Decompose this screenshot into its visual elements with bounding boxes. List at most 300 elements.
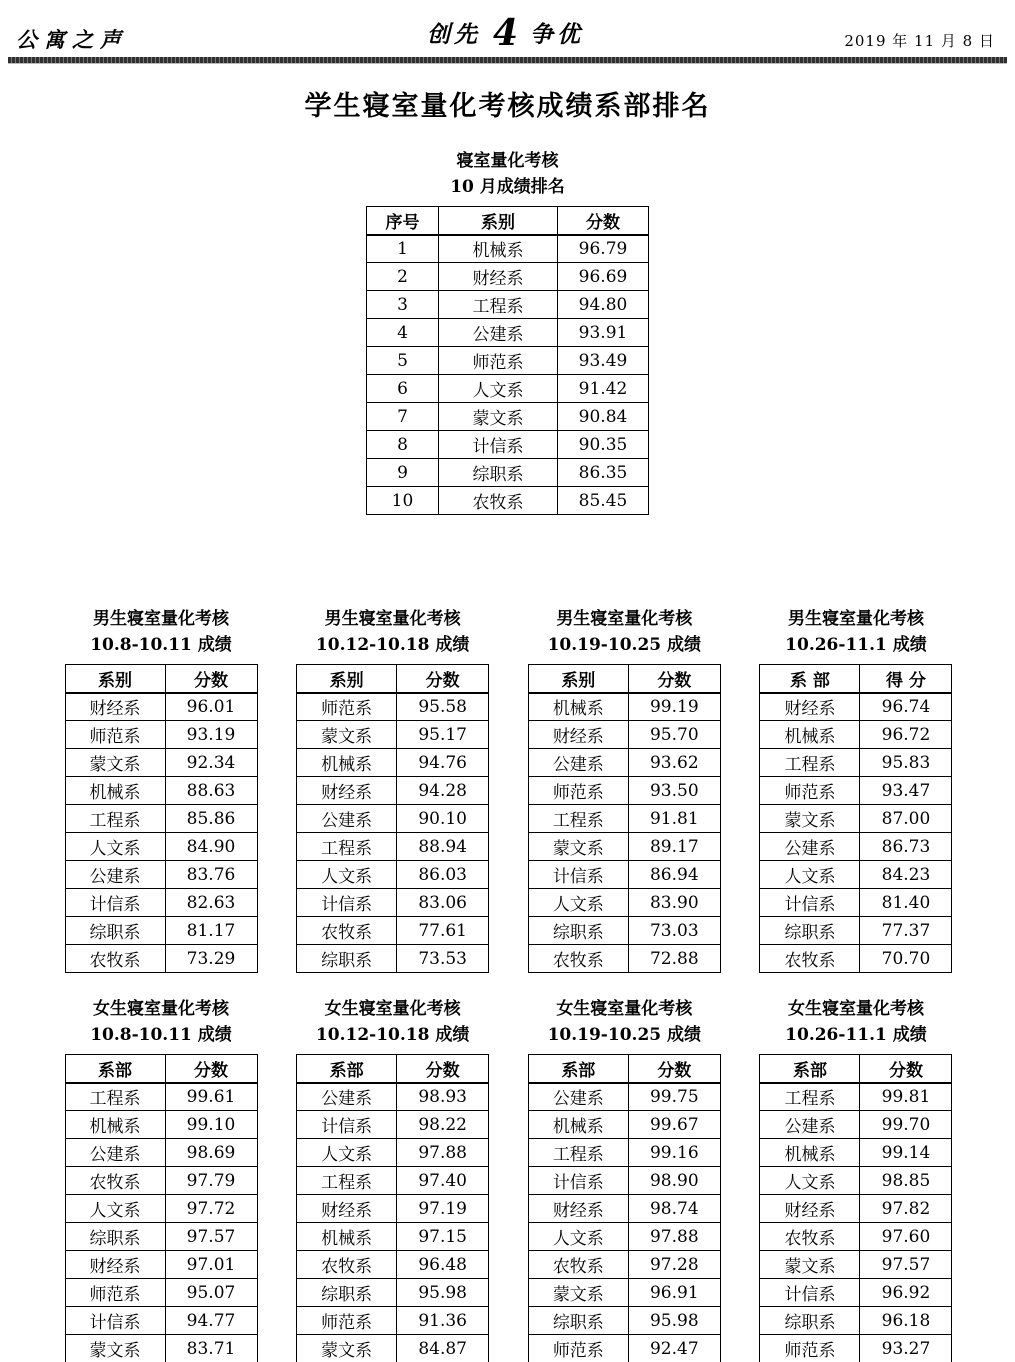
table-cell: 96.72 (860, 721, 952, 749)
table-cell: 人文系 (528, 1223, 628, 1251)
table-row (760, 1111, 952, 1139)
female-week1-table (65, 1054, 258, 1362)
table-cell: 计信系 (65, 889, 165, 917)
monthly-caption-line2: 10 月成绩排名 (450, 176, 565, 197)
table-cell: 农牧系 (760, 945, 860, 973)
table-cell: 师范系 (439, 347, 558, 375)
table-cell: 90.35 (558, 431, 649, 459)
table-cell: 综职系 (528, 917, 628, 945)
table-cell: 93.91 (558, 319, 649, 347)
table-cell: 93.27 (860, 1335, 952, 1362)
column-header: 系部 (760, 1055, 860, 1083)
table-cell: 财经系 (760, 1195, 860, 1223)
column-header: 分数 (165, 1055, 257, 1083)
table-cell: 7 (367, 403, 439, 431)
table-row (297, 1223, 489, 1251)
column-header: 得 分 (860, 665, 952, 693)
table-row (760, 833, 952, 861)
table-cell: 98.22 (397, 1111, 489, 1139)
table-cell: 公建系 (439, 319, 558, 347)
table-cell: 农牧系 (65, 1167, 165, 1195)
table-row (65, 1307, 257, 1335)
table-cell: 蒙文系 (297, 1335, 397, 1362)
table-cell: 财经系 (528, 1195, 628, 1223)
table-row (65, 1083, 257, 1111)
table-cell: 师范系 (65, 1279, 165, 1307)
table-row (760, 1335, 952, 1362)
table-cell: 公建系 (760, 833, 860, 861)
monthly-ranking-section (0, 149, 1015, 515)
table-row (528, 917, 720, 945)
caption-line: 男生寝室量化考核 (93, 609, 229, 629)
table-cell: 92.47 (628, 1335, 720, 1362)
table-cell: 蒙文系 (439, 403, 558, 431)
table-cell: 人文系 (65, 833, 165, 861)
table-row (760, 917, 952, 945)
table-cell: 94.80 (558, 291, 649, 319)
table-row (65, 805, 257, 833)
column-header: 分数 (860, 1055, 952, 1083)
male-week2-section (296, 607, 490, 973)
table-row (297, 1307, 489, 1335)
table-row (65, 917, 257, 945)
header-row (760, 1055, 952, 1083)
table-cell: 97.82 (860, 1195, 952, 1223)
male-week2-caption (296, 607, 490, 658)
table-cell: 蒙文系 (297, 721, 397, 749)
table-cell: 97.79 (165, 1167, 257, 1195)
table-cell: 93.50 (628, 777, 720, 805)
table-cell: 95.98 (628, 1307, 720, 1335)
table-cell: 综职系 (439, 459, 558, 487)
table-cell: 92.34 (165, 749, 257, 777)
table-cell: 公建系 (65, 1139, 165, 1167)
male-week2-table (296, 664, 489, 973)
table-row (65, 1279, 257, 1307)
table-cell: 81.17 (165, 917, 257, 945)
table-cell: 10 (367, 487, 439, 515)
table-cell: 财经系 (528, 721, 628, 749)
table-row (65, 1335, 257, 1362)
table-cell: 2 (367, 263, 439, 291)
table-row (297, 1083, 489, 1111)
table-row (528, 1251, 720, 1279)
caption-line: 10.26-11.1 成绩 (785, 1024, 927, 1045)
table-cell: 机械系 (65, 1111, 165, 1139)
caption-line: 女生寝室量化考核 (556, 999, 693, 1019)
table-cell: 99.14 (860, 1139, 952, 1167)
female-week2-caption (296, 997, 490, 1048)
table-row (297, 1167, 489, 1195)
table-cell: 99.67 (628, 1111, 720, 1139)
table-cell: 工程系 (528, 1139, 628, 1167)
masthead-title: 公寓之声 (16, 27, 128, 52)
table-cell: 计信系 (760, 889, 860, 917)
table-cell: 综职系 (528, 1307, 628, 1335)
table-cell: 蒙文系 (760, 805, 860, 833)
table-cell: 97.15 (397, 1223, 489, 1251)
male-week1-table (65, 664, 258, 973)
table-cell: 机械系 (297, 749, 397, 777)
table-cell: 蒙文系 (528, 833, 628, 861)
table-cell: 农牧系 (297, 917, 397, 945)
table-cell: 农牧系 (297, 1251, 397, 1279)
table-cell: 73.29 (165, 945, 257, 973)
table-row (760, 749, 952, 777)
column-header: 系部 (65, 1055, 165, 1083)
column-header: 系别 (297, 665, 397, 693)
table-row (297, 861, 489, 889)
table-cell: 工程系 (65, 1083, 165, 1111)
column-header: 分数 (628, 1055, 720, 1083)
column-header: 系别 (439, 207, 558, 235)
table-cell: 98.90 (628, 1167, 720, 1195)
table-cell: 89.17 (628, 833, 720, 861)
table-row (528, 1335, 720, 1362)
table-cell: 86.94 (628, 861, 720, 889)
table-cell: 97.40 (397, 1167, 489, 1195)
table-cell: 93.49 (558, 347, 649, 375)
slogan-right-text: 争优 (530, 21, 585, 48)
column-header: 系别 (528, 665, 628, 693)
table-cell: 计信系 (65, 1307, 165, 1335)
table-cell: 98.69 (165, 1139, 257, 1167)
table-cell: 计信系 (439, 431, 558, 459)
table-row (367, 459, 649, 487)
table-cell: 96.74 (860, 693, 952, 721)
table-row (297, 1279, 489, 1307)
page-title: 学生寝室量化考核成绩系部排名 (304, 91, 711, 122)
table-row (367, 375, 649, 403)
table-row (760, 1167, 952, 1195)
table-cell: 94.76 (397, 749, 489, 777)
table-cell: 73.53 (397, 945, 489, 973)
table-cell: 93.47 (860, 777, 952, 805)
header-row (65, 665, 257, 693)
table-cell: 工程系 (760, 1083, 860, 1111)
table-cell: 77.37 (860, 917, 952, 945)
page-number: 4 (492, 12, 519, 54)
table-row (528, 833, 720, 861)
table-cell: 96.92 (860, 1279, 952, 1307)
table-cell: 93.19 (165, 721, 257, 749)
table-row (297, 1139, 489, 1167)
table-cell: 97.19 (397, 1195, 489, 1223)
table-cell: 机械系 (760, 1139, 860, 1167)
male-weekly-tables-row (0, 607, 1015, 973)
caption-line: 10.12-10.18 成绩 (315, 1024, 470, 1045)
table-cell: 87.00 (860, 805, 952, 833)
table-cell: 93.62 (628, 749, 720, 777)
header-row (65, 1055, 257, 1083)
table-row (297, 833, 489, 861)
table-cell: 95.98 (397, 1279, 489, 1307)
female-week1-section (64, 997, 258, 1362)
table-cell: 98.74 (628, 1195, 720, 1223)
male-week3-table (528, 664, 721, 973)
monthly-table-caption (0, 149, 1015, 200)
male-week1-caption (64, 607, 258, 658)
table-cell: 1 (367, 235, 439, 263)
male-week4-table (759, 664, 952, 973)
table-cell: 师范系 (760, 777, 860, 805)
table-row (528, 1279, 720, 1307)
table-row (297, 1251, 489, 1279)
table-cell: 95.17 (397, 721, 489, 749)
table-cell: 财经系 (65, 1251, 165, 1279)
table-cell: 人文系 (528, 889, 628, 917)
table-cell: 96.18 (860, 1307, 952, 1335)
caption-line: 10.12-10.18 成绩 (315, 634, 470, 655)
female-weekly-tables-row (0, 997, 1015, 1362)
table-cell: 98.85 (860, 1167, 952, 1195)
table-cell: 师范系 (297, 693, 397, 721)
table-row (760, 1279, 952, 1307)
table-row (367, 431, 649, 459)
table-row (760, 721, 952, 749)
table-row (760, 693, 952, 721)
table-row (528, 805, 720, 833)
table-row (297, 721, 489, 749)
table-row (297, 945, 489, 973)
column-header: 分数 (397, 665, 489, 693)
table-cell: 蒙文系 (760, 1251, 860, 1279)
table-row (528, 1195, 720, 1223)
table-cell: 95.70 (628, 721, 720, 749)
table-row (65, 721, 257, 749)
table-cell: 财经系 (297, 777, 397, 805)
table-cell: 99.19 (628, 693, 720, 721)
female-week4-table (759, 1054, 952, 1362)
table-cell: 蒙文系 (528, 1279, 628, 1307)
table-row (528, 889, 720, 917)
table-cell: 计信系 (297, 889, 397, 917)
table-row (65, 777, 257, 805)
table-cell: 95.07 (165, 1279, 257, 1307)
table-row (297, 1195, 489, 1223)
table-row (65, 1251, 257, 1279)
table-row (528, 1167, 720, 1195)
table-row (760, 861, 952, 889)
table-cell: 工程系 (65, 805, 165, 833)
table-row (367, 291, 649, 319)
table-row (528, 1083, 720, 1111)
table-row (297, 749, 489, 777)
table-row (65, 1139, 257, 1167)
table-row (760, 889, 952, 917)
table-cell: 4 (367, 319, 439, 347)
header-row (367, 207, 649, 235)
column-header: 系部 (297, 1055, 397, 1083)
table-cell: 95.58 (397, 693, 489, 721)
table-cell: 88.63 (165, 777, 257, 805)
table-cell: 计信系 (528, 861, 628, 889)
table-cell: 99.16 (628, 1139, 720, 1167)
table-row (528, 721, 720, 749)
female-week1-caption (64, 997, 258, 1048)
table-cell: 农牧系 (528, 1251, 628, 1279)
table-row (367, 403, 649, 431)
table-cell: 6 (367, 375, 439, 403)
table-row (760, 1139, 952, 1167)
table-cell: 综职系 (65, 917, 165, 945)
column-header: 序号 (367, 207, 439, 235)
caption-line: 10.19-10.25 成绩 (547, 634, 702, 655)
table-cell: 81.40 (860, 889, 952, 917)
table-cell: 工程系 (297, 1167, 397, 1195)
table-cell: 3 (367, 291, 439, 319)
table-cell: 财经系 (760, 693, 860, 721)
header-row (297, 1055, 489, 1083)
table-row (528, 1307, 720, 1335)
table-cell: 人文系 (760, 1167, 860, 1195)
table-cell: 99.10 (165, 1111, 257, 1139)
table-cell: 师范系 (65, 721, 165, 749)
table-cell: 公建系 (297, 1083, 397, 1111)
table-cell: 84.23 (860, 861, 952, 889)
header-row (297, 665, 489, 693)
table-cell: 人文系 (297, 861, 397, 889)
table-cell: 97.57 (860, 1251, 952, 1279)
table-cell: 机械系 (528, 693, 628, 721)
table-cell: 机械系 (528, 1111, 628, 1139)
table-row (297, 889, 489, 917)
caption-line: 男生寝室量化考核 (556, 609, 693, 629)
slogan-left-text: 创先 (426, 21, 481, 48)
table-cell: 财经系 (297, 1195, 397, 1223)
table-row (760, 805, 952, 833)
column-header: 分数 (628, 665, 720, 693)
table-row (65, 749, 257, 777)
table-cell: 工程系 (528, 805, 628, 833)
table-cell: 97.28 (628, 1251, 720, 1279)
table-cell: 工程系 (760, 749, 860, 777)
caption-line: 女生寝室量化考核 (787, 999, 924, 1019)
table-cell: 公建系 (528, 1083, 628, 1111)
male-week3-caption (527, 607, 721, 658)
female-week4-caption (759, 997, 953, 1048)
table-cell: 98.93 (397, 1083, 489, 1111)
table-cell: 综职系 (65, 1223, 165, 1251)
table-cell: 师范系 (528, 1335, 628, 1362)
table-cell: 72.88 (628, 945, 720, 973)
table-row (528, 693, 720, 721)
table-row (297, 693, 489, 721)
table-cell: 77.61 (397, 917, 489, 945)
table-cell: 83.06 (397, 889, 489, 917)
female-week4-section (759, 997, 953, 1362)
caption-line: 男生寝室量化考核 (324, 609, 461, 629)
table-cell: 85.45 (558, 487, 649, 515)
table-cell: 5 (367, 347, 439, 375)
table-row (65, 1111, 257, 1139)
table-row (297, 1111, 489, 1139)
table-cell: 94.77 (165, 1307, 257, 1335)
table-row (760, 777, 952, 805)
table-cell: 96.69 (558, 263, 649, 291)
male-week1-section (64, 607, 258, 973)
table-cell: 蒙文系 (65, 1335, 165, 1362)
table-cell: 91.42 (558, 375, 649, 403)
table-cell: 91.81 (628, 805, 720, 833)
table-cell: 计信系 (528, 1167, 628, 1195)
table-cell: 公建系 (297, 805, 397, 833)
table-row (297, 917, 489, 945)
table-cell: 83.71 (165, 1335, 257, 1362)
table-cell: 人文系 (439, 375, 558, 403)
table-cell: 师范系 (297, 1307, 397, 1335)
table-cell: 农牧系 (528, 945, 628, 973)
table-row (760, 1223, 952, 1251)
table-cell: 农牧系 (439, 487, 558, 515)
table-cell: 85.86 (165, 805, 257, 833)
caption-line: 女生寝室量化考核 (324, 999, 461, 1019)
table-cell: 工程系 (439, 291, 558, 319)
table-row (297, 777, 489, 805)
column-header: 系 部 (760, 665, 860, 693)
table-cell: 99.81 (860, 1083, 952, 1111)
table-cell: 师范系 (528, 777, 628, 805)
female-week2-section (296, 997, 490, 1362)
table-cell: 公建系 (528, 749, 628, 777)
female-week3-section (527, 997, 721, 1362)
table-cell: 综职系 (297, 1279, 397, 1307)
table-cell: 计信系 (297, 1111, 397, 1139)
table-cell: 财经系 (65, 693, 165, 721)
table-row (65, 833, 257, 861)
table-row (528, 1223, 720, 1251)
table-cell: 96.79 (558, 235, 649, 263)
table-cell: 财经系 (439, 263, 558, 291)
column-header: 系别 (65, 665, 165, 693)
caption-line: 10.8-10.11 成绩 (90, 634, 232, 655)
table-cell: 86.35 (558, 459, 649, 487)
table-row (528, 1139, 720, 1167)
caption-line: 10.8-10.11 成绩 (90, 1024, 232, 1045)
header-row (528, 1055, 720, 1083)
caption-line: 女生寝室量化考核 (93, 999, 229, 1019)
table-cell: 83.76 (165, 861, 257, 889)
table-cell: 97.72 (165, 1195, 257, 1223)
table-cell: 99.61 (165, 1083, 257, 1111)
table-cell: 84.90 (165, 833, 257, 861)
female-week3-caption (527, 997, 721, 1048)
table-row (65, 693, 257, 721)
table-cell: 99.70 (860, 1111, 952, 1139)
monthly-caption-line1: 寝室量化考核 (456, 151, 559, 171)
table-row (367, 235, 649, 263)
table-row (65, 1223, 257, 1251)
table-cell: 96.48 (397, 1251, 489, 1279)
table-cell: 公建系 (65, 861, 165, 889)
table-cell: 机械系 (65, 777, 165, 805)
caption-line: 男生寝室量化考核 (787, 609, 924, 629)
table-row (65, 945, 257, 973)
table-cell: 工程系 (297, 833, 397, 861)
table-cell: 97.88 (397, 1139, 489, 1167)
table-cell: 综职系 (760, 917, 860, 945)
table-cell: 8 (367, 431, 439, 459)
table-row (297, 805, 489, 833)
table-cell: 86.03 (397, 861, 489, 889)
male-week4-caption (759, 607, 953, 658)
header-slogan (427, 12, 584, 54)
table-cell: 9 (367, 459, 439, 487)
table-row (760, 1083, 952, 1111)
page-header (0, 0, 1015, 56)
table-cell: 计信系 (760, 1279, 860, 1307)
table-row (65, 889, 257, 917)
